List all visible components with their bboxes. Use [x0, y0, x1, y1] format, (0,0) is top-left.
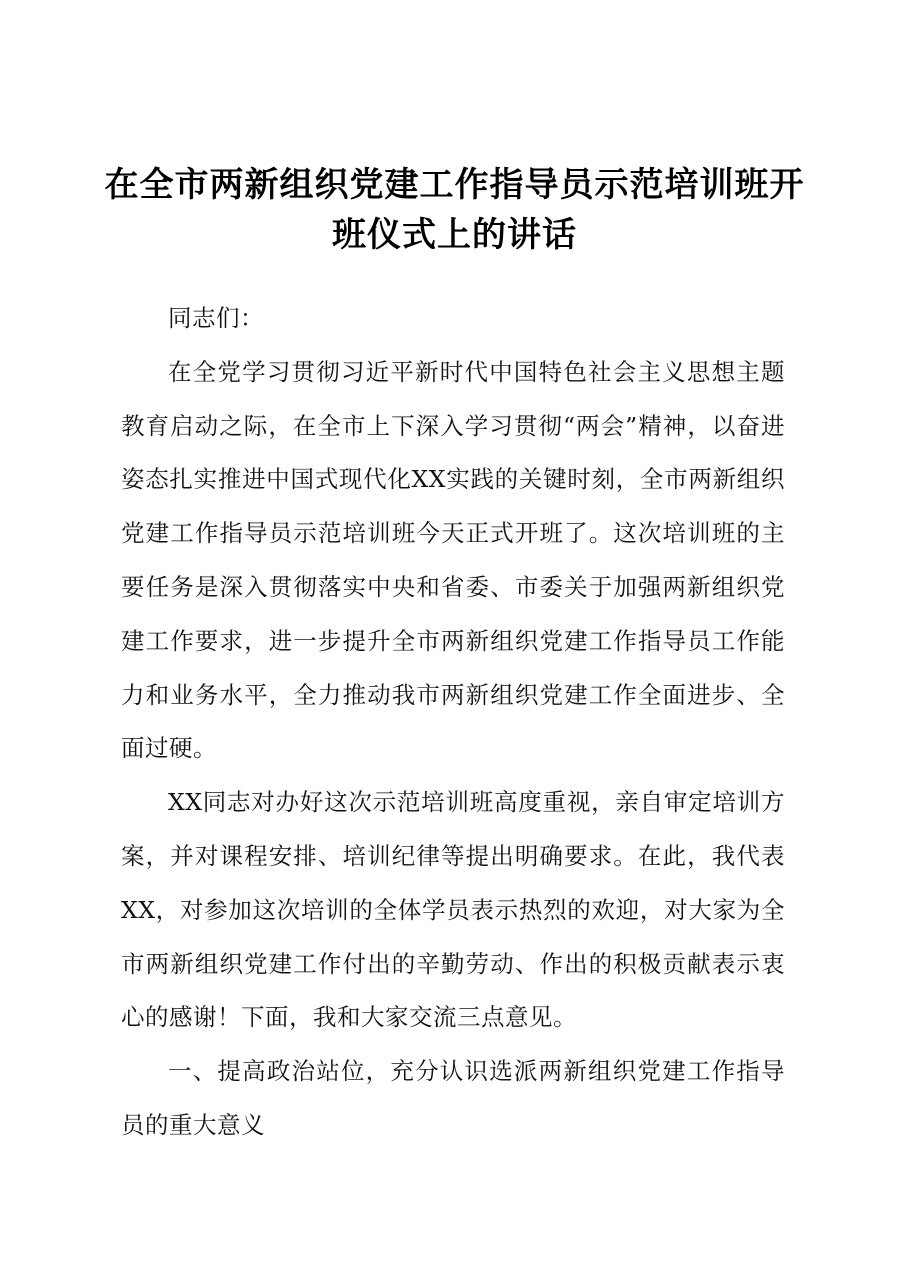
document-body: [121, 292, 785, 1153]
greeting: 同志们：: [168, 304, 264, 332]
paragraph-2: XX同志对办好这次示范培训班高度重视，亲自审定培训方案，并对课程安排、培训纪律等提出明确要求。在此，我代表XX，对参加这次培训的全体学员表示热烈的欢迎，对大家为全市两新组织党建工作付出的辛勤劳动、作出的积极贡献表示衷心的感谢！下面，我和大家交流三点意见。: [121, 788, 785, 1032]
section-heading-1: 一、提高政治站位，充分认识选派两新组织党建工作指导员的重大意义: [121, 1057, 785, 1139]
paragraph-1: 在全党学习贯彻习近平新时代中国特色社会主义思想主题教育启动之际，在全市上下深入学习贯彻“两会”精神，以奋进姿态扎实推进中国式现代化XX实践的关键时刻，全市两新组织党建工作指导员示范培训班今天正式开班了。这次培训班的主要任务是深入贯彻落实中央和省委、市委关于加强两新组织党建工作要求，进一步提升全市两新组织党建工作指导员工作能力和业务水平，全力推动我市两新组织党建工作全面进步、全面过硬。: [121, 357, 785, 763]
document-title: 在全市两新组织党建工作指导员示范培训班开班仪式上的讲话: [104, 165, 805, 255]
